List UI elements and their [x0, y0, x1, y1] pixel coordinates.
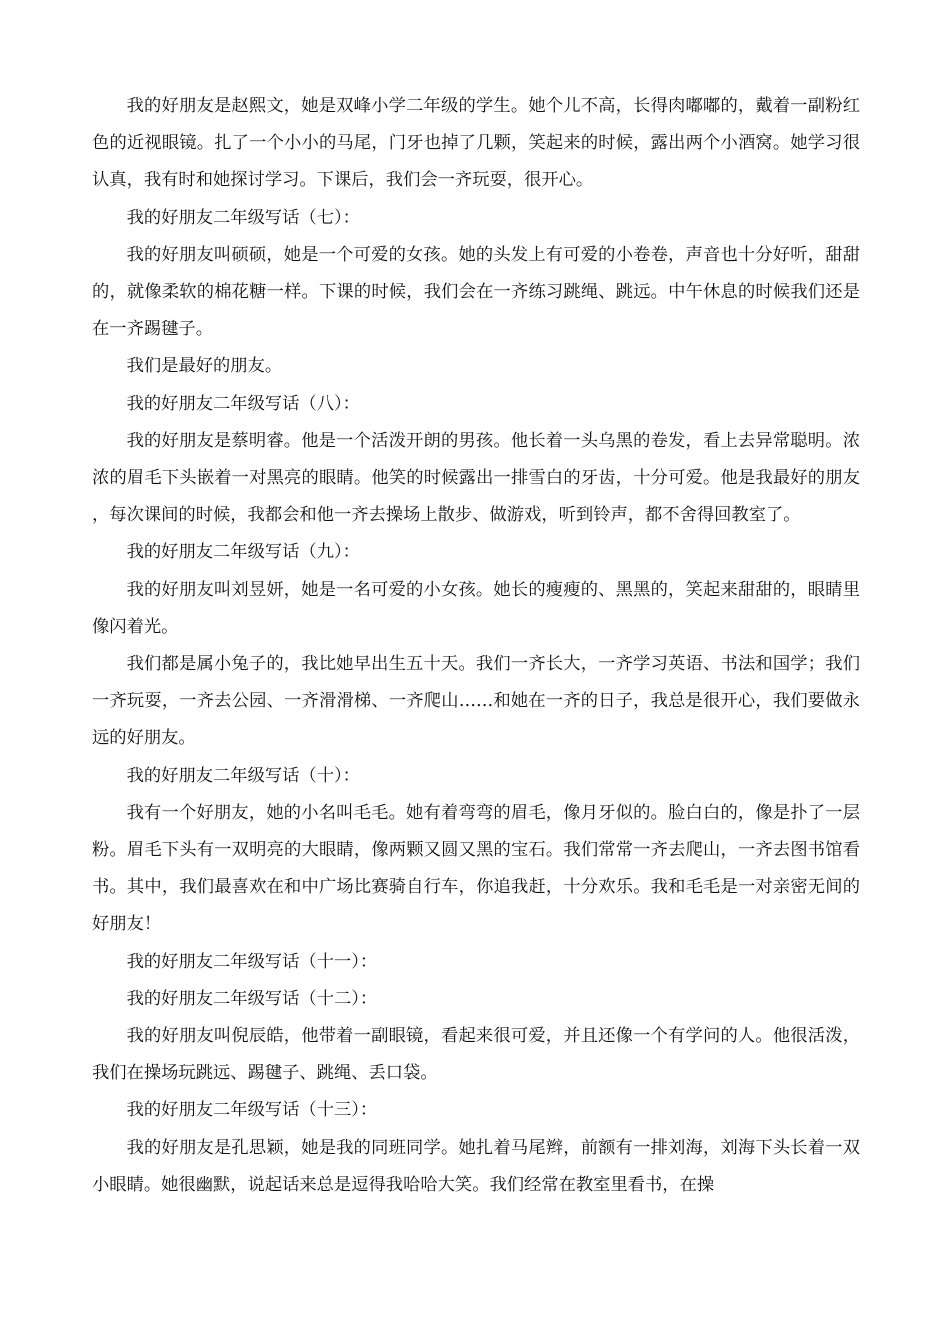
paragraph-best-friends: 我们是最好的朋友。	[126, 356, 283, 377]
heading-part-8: 我的好朋友二年级写话（八）：	[126, 393, 360, 414]
heading-part-7: 我的好朋友二年级写话（七）：	[126, 207, 360, 228]
heading-part-13: 我的好朋友二年级写话（十三）：	[126, 1100, 378, 1121]
paragraph-rabbit-year: 我们都是属小兔子的，我比她早出生五十天。我们一齐长大，一齐学习英语、书法和国学；我们一齐玩耍，一齐去公园、一齐滑滑梯、一齐爬山……和她在一齐的日子，我总是很开心，我们要做永远的好朋友。	[92, 654, 860, 749]
heading-part-11: 我的好朋友二年级写话（十一）：	[126, 951, 378, 972]
heading-part-10: 我的好朋友二年级写话（十）：	[126, 765, 360, 786]
paragraph-shuoshuo: 我的好朋友叫硕硕，她是一个可爱的女孩。她的头发上有可爱的小卷卷，声音也十分好听，甜甜的，就像柔软的棉花糖一样。下课的时候，我们会在一齐练习跳绳、跳远。中午休息的时候我们还是在一齐踢毽子。	[92, 244, 860, 340]
paragraph-maomao: 我有一个好朋友，她的小名叫毛毛。她有着弯弯的眉毛，像月牙似的。脸白白的，像是扑了一层粉。眉毛下头有一双明亮的大眼睛，像两颗又圆又黑的宝石。我们常常一齐去爬山，一齐去图书馆看书。其中，我们最喜欢在和中广场比赛骑自行车，你追我赶，十分欢乐。我和毛毛是一对亲密无间的好朋友！	[92, 802, 860, 935]
document-page	[92, 88, 860, 1204]
heading-part-12: 我的好朋友二年级写话（十二）：	[126, 988, 378, 1009]
paragraph-ni-chenhao: 我的好朋友叫倪辰皓，他带着一副眼镜，看起来很可爱，并且还像一个有学问的人。他很活泼，我们在操场玩跳远、踢毽子、跳绳、丢口袋。	[92, 1026, 860, 1084]
heading-part-9: 我的好朋友二年级写话（九）：	[126, 542, 360, 563]
paragraph-kong-siying: 我的好朋友是孔思颖，她是我的同班同学。她扎着马尾辫，前额有一排刘海，刘海下头长着一双小眼睛。她很幽默，说起话来总是逗得我哈哈大笑。我们经常在教室里看书，在操	[92, 1137, 860, 1195]
paragraph-liu-yuyan: 我的好朋友叫刘昱妍，她是一名可爱的小女孩。她长的瘦瘦的、黑黑的，笑起来甜甜的，眼睛里像闪着光。	[92, 579, 860, 637]
paragraph-zhao-xiwen: 我的好朋友是赵熙文，她是双峰小学二年级的学生。她个儿不高，长得肉嘟嘟的，戴着一副粉红色的近视眼镜。扎了一个小小的马尾，门牙也掉了几颗，笑起来的时候，露出两个小酒窝。她学习很认真，我有时和她探讨学习。下课后，我们会一齐玩耍，很开心。	[92, 96, 860, 191]
paragraph-cai-mingrui: 我的好朋友是蔡明睿。他是一个活泼开朗的男孩。他长着一头乌黑的卷发，看上去异常聪明。浓浓的眉毛下头嵌着一对黑亮的眼睛。他笑的时候露出一排雪白的牙齿，十分可爱。他是我最好的朋友，每次课间的时候，我都会和他一齐去操场上散步、做游戏，听到铃声，都不舍得回教室了。	[92, 430, 860, 526]
